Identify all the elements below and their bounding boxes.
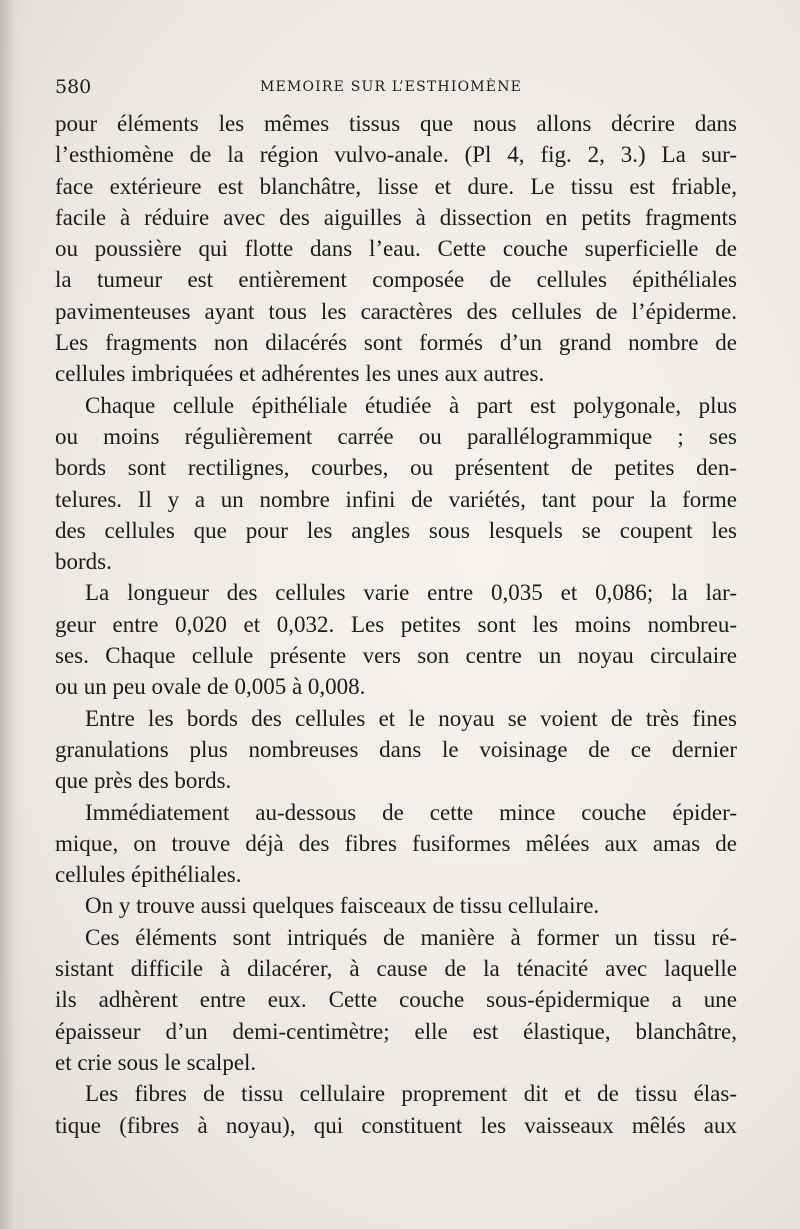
text-line: facile à réduire avec des aiguilles à dissection en petits fragments: [55, 204, 737, 230]
paragraph-8: [55, 1078, 737, 1141]
text-line: ou poussière qui flotte dans l’eau. Cette couche superficielle de: [55, 236, 737, 262]
text-line: Ces éléments sont intriqués de manière à former un tissu ré-: [85, 924, 737, 950]
paragraph-4: [55, 703, 737, 797]
text-line: Chaque cellule épithéliale étudiée à part est polygonale, plus: [85, 392, 737, 418]
text-line: sistant difficile à dilacérer, à cause de la ténacité avec laquelle: [55, 956, 737, 982]
text-line: ses. Chaque cellule présente vers son centre un noyau circulaire: [55, 643, 737, 669]
text-line: granulations plus nombreuses dans le voisinage de ce dernier: [55, 736, 737, 762]
text-line: Immédiatement au-dessous de cette mince couche épider-: [85, 799, 737, 825]
text-line: pour éléments les mêmes tissus que nous allons décrire dans: [55, 111, 737, 136]
text-line: telures. Il y a un nombre infini de variétés, tant pour la forme: [55, 486, 737, 512]
running-title: MEMOIRE SUR L’ESTHIOMÈNE: [260, 79, 523, 95]
paragraph-2: [55, 390, 737, 578]
text-line: mique, on trouve déjà des fibres fusiformes mêlées aux amas de: [55, 830, 737, 856]
text-line: ou un peu ovale de 0,005 à 0,008.: [55, 674, 366, 700]
binding-shadow: [0, 0, 26, 1229]
page-header: [55, 76, 737, 98]
paragraph-3: [55, 577, 737, 702]
text-line: et crie sous le scalpel.: [55, 1049, 257, 1075]
text-line: bords sont rectilignes, courbes, ou présentent de petites den-: [55, 455, 737, 481]
text-line: La longueur des cellules varie entre 0,035 et 0,086; la lar-: [85, 580, 737, 606]
paragraph-6: [55, 890, 737, 921]
text-line: épaisseur d’un demi-centimètre; elle est élastique, blanchâtre,: [55, 1018, 737, 1044]
text-line: l’esthiomène de la région vulvo-anale. (Pl 4, fig. 2, 3.) La sur-: [55, 142, 737, 168]
text-line: pavimenteuses ayant tous les caractères des cellules de l’épiderme.: [55, 298, 737, 324]
text-line: bords.: [55, 549, 112, 575]
paragraph-5: [55, 797, 737, 891]
text-line: la tumeur est entièrement composée de cellules épithéliales: [55, 267, 737, 293]
text-line: Les fragments non dilacérés sont formés d’un grand nombre de: [55, 330, 737, 356]
text-line: cellules épithéliales.: [55, 862, 242, 888]
text-line: Entre les bords des cellules et le noyau se voient de très fines: [85, 705, 737, 731]
text-line: des cellules que pour les angles sous lesquels se coupent les: [55, 517, 737, 543]
paragraph-1: [55, 108, 737, 390]
text-line: que près des bords.: [55, 768, 232, 794]
text-line: cellules imbriquées et adhérentes les unes aux autres.: [55, 361, 545, 387]
text-line: ou moins régulièrement carrée ou parallélogrammique ; ses: [55, 423, 737, 449]
page-number: 580: [55, 76, 92, 98]
body-text: [55, 108, 737, 1141]
text-line: Les fibres de tissu cellulaire proprement dit et de tissu élas-: [85, 1081, 737, 1107]
text-line: geur entre 0,020 et 0,032. Les petites sont les moins nombreu-: [55, 611, 737, 637]
paragraph-7: [55, 922, 737, 1078]
text-line: tique (fibres à noyau), qui constituent les vaisseaux mêlés aux: [55, 1112, 737, 1138]
text-line: On y trouve aussi quelques faisceaux de tissu cellulaire.: [85, 893, 600, 919]
text-line: face extérieure est blanchâtre, lisse et dure. Le tissu est friable,: [55, 173, 737, 199]
text-line: ils adhèrent entre eux. Cette couche sous-épidermique a une: [55, 987, 737, 1013]
